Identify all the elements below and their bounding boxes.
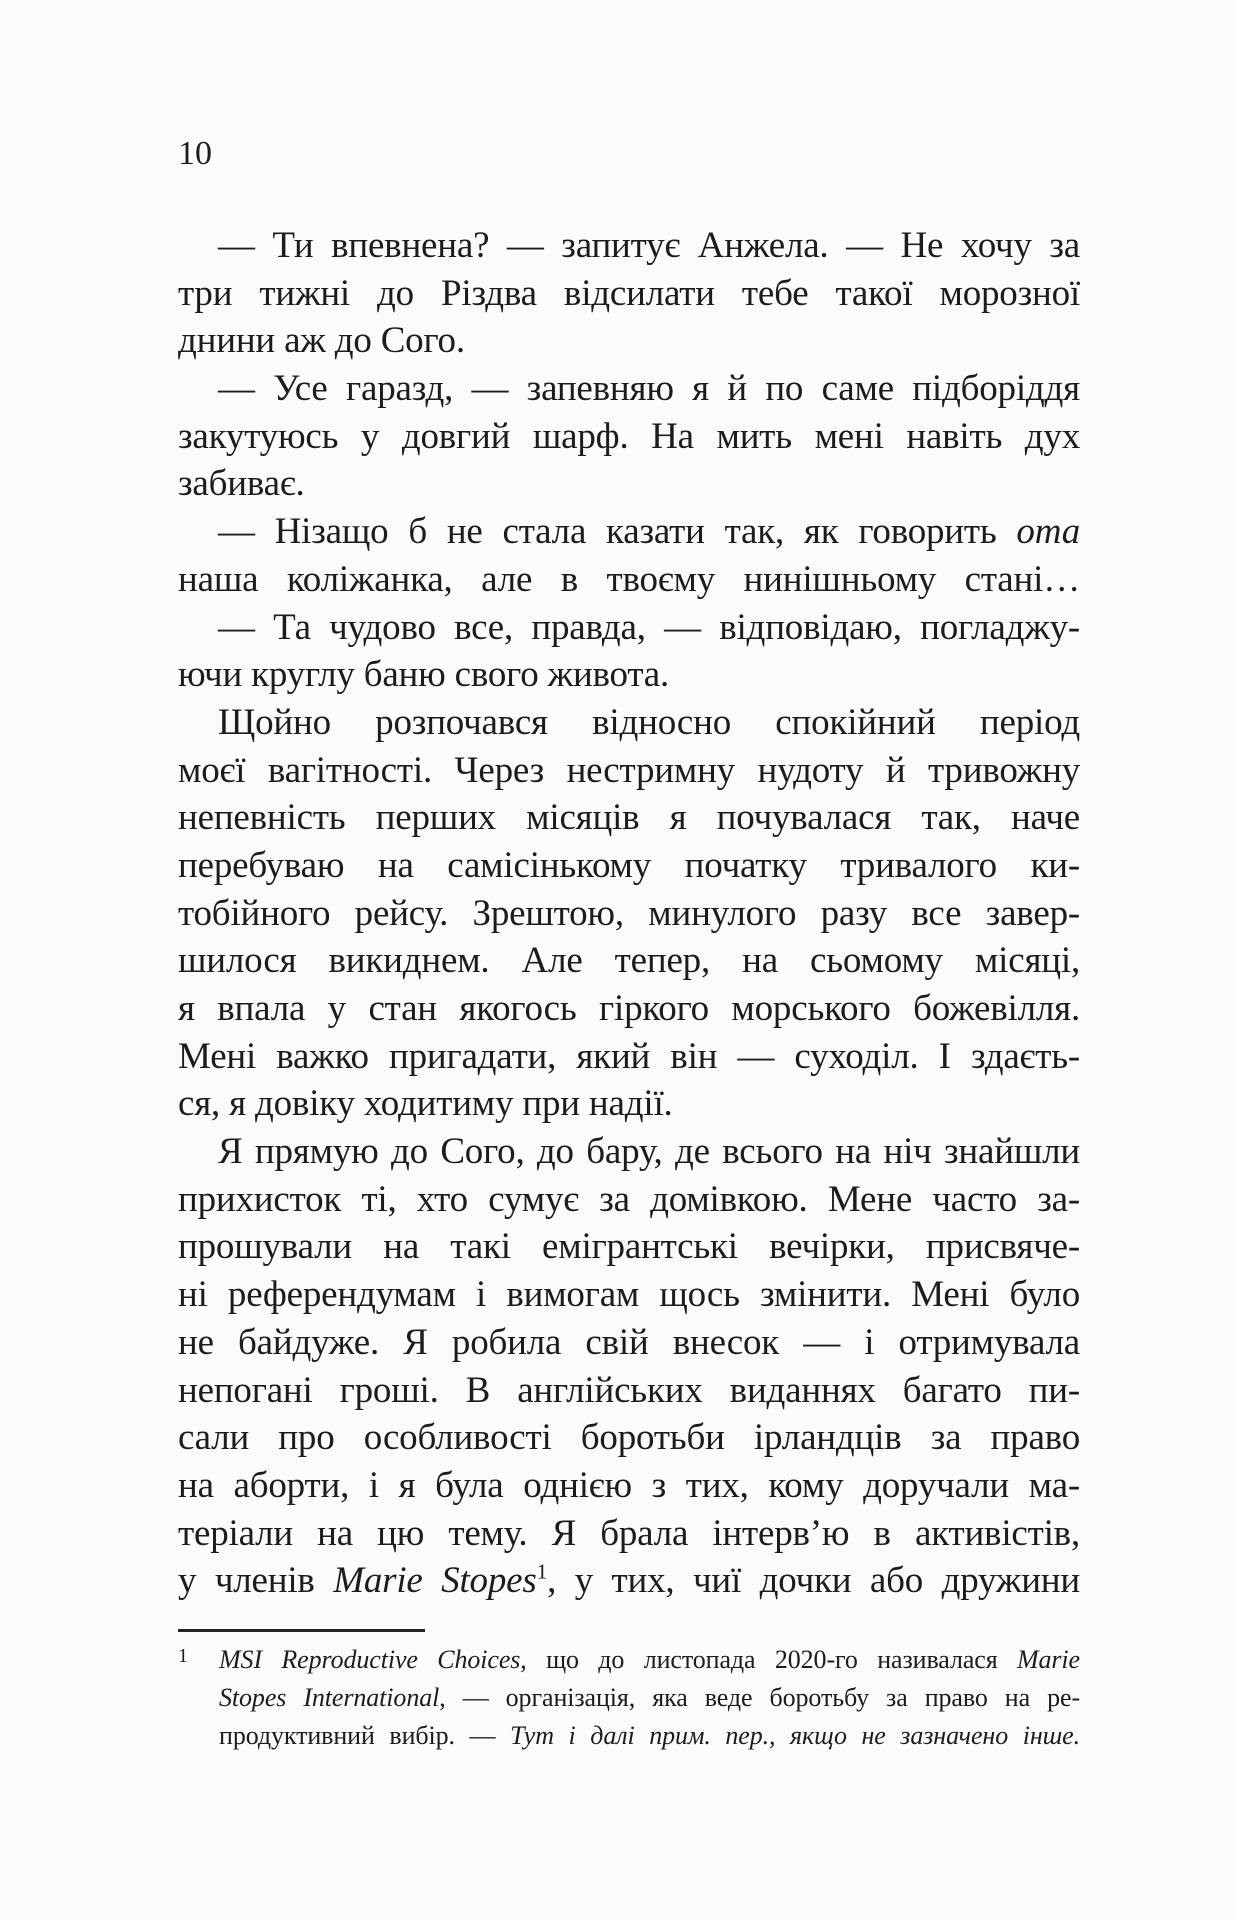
- text-line: [178, 460, 1080, 508]
- text-line: [178, 1128, 1080, 1176]
- text-segment: — Та чудово все, правда, — відповідаю, погладжу-: [218, 606, 1080, 648]
- text-line: [219, 1679, 1080, 1717]
- page-number: 10: [178, 135, 212, 172]
- text-line: [178, 937, 1080, 985]
- text-line: [178, 604, 1080, 652]
- text-line: [178, 842, 1080, 890]
- text-line: [178, 270, 1080, 318]
- text-segment: тобійного рейсу. Зрештою, минулого разу все завер-: [178, 892, 1080, 934]
- text-segment: три тижні до Різдва відсилати тебе такої морозної: [178, 272, 1080, 314]
- text-segment: наша коліжанка, але в твоєму нинішньому стані…: [178, 558, 1080, 600]
- italic-text-segment: Stopes International: [219, 1683, 440, 1712]
- text-line: [178, 508, 1080, 556]
- text-segment: Щойно розпочався відносно спокійний період: [218, 701, 1080, 743]
- text-segment: , що до листопада 2020-го називалася: [520, 1645, 1017, 1674]
- text-segment: забиває.: [178, 463, 305, 505]
- text-line: [178, 556, 1080, 604]
- text-line: [178, 1557, 1080, 1605]
- text-line: [178, 651, 1080, 699]
- text-segment: — Усе гаразд, — запевняю я й по саме підборіддя: [218, 368, 1080, 410]
- text-segment: прошували на такі емігрантські вечірки, присвяче-: [178, 1226, 1080, 1268]
- text-line: [178, 890, 1080, 938]
- text-line: [178, 222, 1080, 270]
- text-line: [178, 365, 1080, 413]
- text-segment: прихисток ті, хто сумує за домівкою. Мене часто за-: [178, 1178, 1080, 1220]
- text-segment: теріали на цю тему. Я брала інтерв’ю в активістів,: [178, 1512, 1080, 1554]
- text-line: [178, 1414, 1080, 1462]
- text-line: [178, 413, 1080, 461]
- text-segment: днини аж до Сого.: [178, 320, 465, 362]
- text-line: [178, 1367, 1080, 1415]
- text-segment: Я прямую до Сого, до бару, де всього на ніч знайшли: [218, 1131, 1080, 1173]
- italic-text-segment: MSI Reproductive Choices: [219, 1645, 521, 1674]
- italic-text-segment: Marie Stopes: [333, 1560, 537, 1602]
- text-line: [219, 1641, 1080, 1679]
- text-segment: ся, я довіку ходитиму при надії.: [178, 1083, 673, 1125]
- text-segment: непевність перших місяців я почувалася так, наче: [178, 797, 1080, 839]
- text-line: [178, 1223, 1080, 1271]
- text-line: [178, 794, 1080, 842]
- text-line: [178, 747, 1080, 795]
- text-segment: моєї вагітності. Через нестримну нудоту й тривожну: [178, 749, 1080, 791]
- text-segment: — Ти впевнена? — запитує Анжела. — Не хочу за: [218, 225, 1080, 266]
- text-segment: Мені важко пригадати, який він — суходіл. І здаєть-: [178, 1035, 1080, 1077]
- text-line: [178, 1080, 1080, 1128]
- text-segment: сали про особливості боротьби ірландців за право: [178, 1417, 1080, 1459]
- text-line: [178, 1319, 1080, 1367]
- footnote: [178, 1641, 1080, 1755]
- text-segment: на аборти, і я була однією з тих, кому доручали ма-: [178, 1464, 1080, 1506]
- text-segment: я впала у стан якогось гіркого морського божевілля.: [178, 988, 1080, 1029]
- italic-text-segment: Marie: [1016, 1645, 1080, 1674]
- italic-text-segment: ота: [1016, 511, 1080, 553]
- text-segment: перебуваю на самісінькому початку тривалого ки-: [178, 844, 1080, 886]
- text-segment: , — організація, яка веде боротьбу за право на ре-: [439, 1683, 1081, 1712]
- text-segment: ні референдумам і вимогам щось змінити. Мені було: [178, 1274, 1080, 1316]
- text-line: [219, 1717, 1080, 1755]
- text-line: [178, 1033, 1080, 1081]
- text-line: [178, 1271, 1080, 1319]
- text-segment: 1: [536, 1559, 548, 1584]
- footnote-rule: [178, 1629, 425, 1632]
- text-segment: — Нізащо б не стала казати так, як говорить: [218, 511, 1017, 553]
- text-segment: не байдуже. Я робила свій внесок — і отримувала: [178, 1321, 1080, 1363]
- italic-text-segment: Тут і далі прим. пер., якщо не зазначено інше.: [510, 1721, 1080, 1750]
- text-segment: ючи круглу баню свого живота.: [178, 654, 670, 696]
- body-text: [178, 222, 1080, 1605]
- text-segment: закутуюсь у довгий шарф. На мить мені навіть дух: [178, 415, 1080, 457]
- text-segment: , у тих, чиї дочки або дружини: [547, 1560, 1080, 1602]
- text-line: [178, 317, 1080, 365]
- text-segment: у членів: [178, 1560, 334, 1602]
- text-line: [178, 1510, 1080, 1558]
- text-line: [178, 1462, 1080, 1510]
- text-segment: шилося викиднем. Але тепер, на сьомому місяці,: [178, 940, 1080, 982]
- text-line: [178, 985, 1080, 1033]
- footnote-marker: 1: [178, 1645, 188, 1667]
- text-line: [178, 1176, 1080, 1224]
- text-segment: непогані гроші. В англійських виданнях багато пи-: [178, 1369, 1080, 1411]
- footnote-text: [219, 1641, 1080, 1755]
- text-line: [178, 699, 1080, 747]
- text-segment: продуктивний вибір. —: [219, 1721, 511, 1750]
